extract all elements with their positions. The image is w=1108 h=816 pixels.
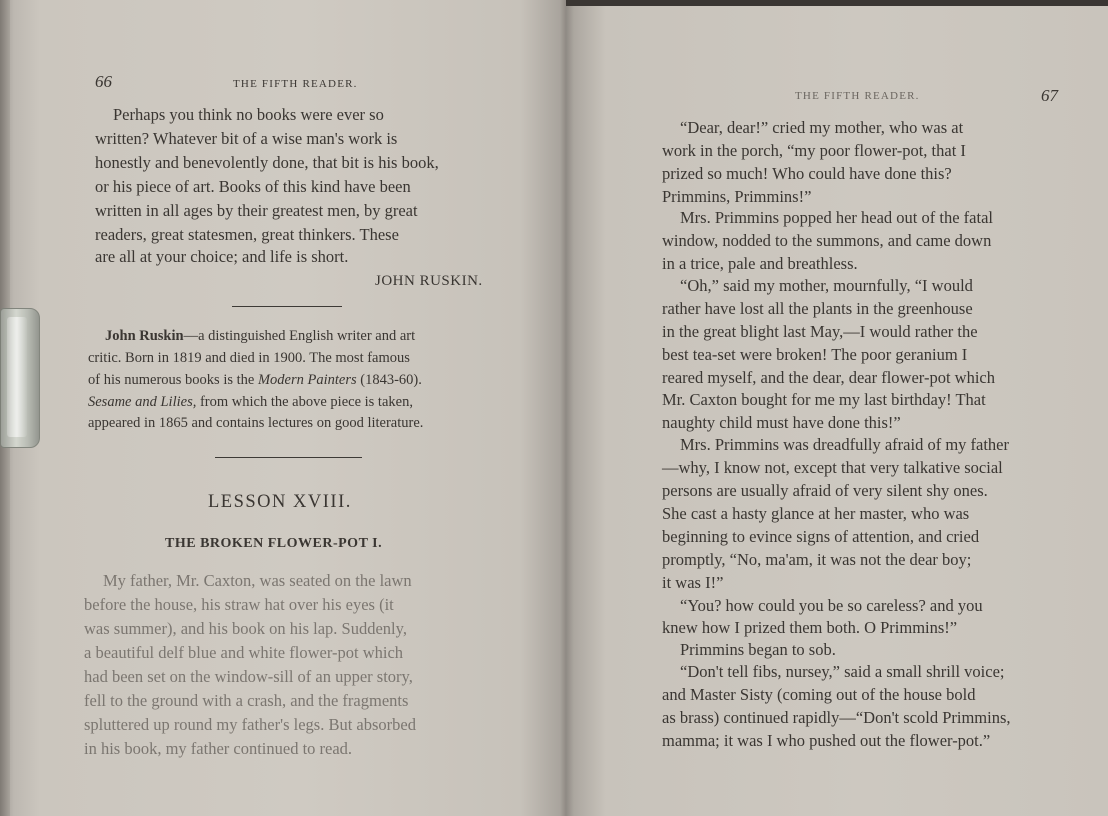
note-text: —a distinguished English writer and art [183, 328, 416, 344]
left-page-number: 66 [95, 72, 112, 91]
paragraph-line: honestly and benevolently done, that bit is his book, [95, 153, 439, 172]
divider [232, 306, 342, 307]
story-line: Primmins, Primmins!” [662, 187, 812, 206]
story-line: My father, Mr. Caxton, was seated on the lawn [103, 571, 412, 590]
note-text: of his numerous books is the [88, 372, 258, 388]
story-line: in the great blight last May,—I would rather the [662, 322, 978, 341]
story-line: Primmins began to sob. [680, 640, 836, 659]
story-line: knew how I prized them both. O Primmins!” [662, 618, 958, 637]
story-line: She cast a hasty glance at her master, who was [662, 504, 970, 523]
paragraph-line: written in all ages by their greatest men, by great [95, 201, 418, 220]
story-line: and Master Sisty (coming out of the house bold [662, 685, 976, 704]
story-line: promptly, “No, ma'am, it was not the dear boy; [662, 550, 972, 569]
note-line [88, 370, 422, 391]
story-line: “Dear, dear!” cried my mother, who was at [680, 118, 964, 137]
story-line: window, nodded to the summons, and came down [662, 231, 992, 250]
story-line: “You? how could you be so careless? and you [680, 596, 983, 615]
story-line: —why, I know not, except that very talkative social [662, 458, 1003, 477]
story-line: was summer), and his book on his lap. Suddenly, [84, 619, 407, 638]
story-line: in a trice, pale and breathless. [662, 254, 858, 273]
story-line: prized so much! Who could have done this? [662, 164, 952, 183]
note-name: John Ruskin [105, 328, 184, 344]
note-line: critic. Born in 1819 and died in 1900. The most famous [88, 350, 410, 366]
lesson-heading: LESSON XVIII. [208, 492, 352, 512]
story-line: had been set on the window-sill of an upper story, [84, 667, 413, 686]
page-top-edge [566, 0, 1108, 6]
story-heading: THE BROKEN FLOWER-POT I. [165, 536, 383, 551]
story-line: rather have lost all the plants in the greenhouse [662, 299, 973, 318]
note-text: (1843-60). [356, 372, 422, 388]
note-text: from which the above piece is taken, [196, 394, 413, 410]
note-line [105, 326, 415, 347]
author-signature: JOHN RUSKIN. [375, 273, 483, 289]
story-line: a beautiful delf blue and white flower-pot which [84, 643, 404, 662]
story-line: Mrs. Primmins was dreadfully afraid of my father [680, 435, 1010, 454]
story-line: Mr. Caxton bought for me my last birthday! That [662, 390, 986, 409]
paragraph-line: or his piece of art. Books of this kind have been [95, 177, 411, 196]
book-title: Modern Painters [257, 372, 357, 388]
story-line: mamma; it was I who pushed out the flower-pot.” [662, 731, 991, 750]
story-line: in his book, my father continued to read. [84, 739, 353, 758]
story-line: “Oh,” said my mother, mournfully, “I would [680, 276, 973, 295]
story-line: fell to the ground with a crash, and the fragments [84, 691, 409, 710]
paragraph-line: are all at your choice; and life is short. [95, 247, 349, 266]
book-title: Sesame and Lilies, [88, 394, 197, 410]
left-running-head: THE FIFTH READER. [233, 78, 358, 90]
note-line [88, 392, 413, 413]
right-running-head: THE FIFTH READER. [795, 90, 920, 102]
right-page-number: 67 [1041, 86, 1058, 105]
story-line: “Don't tell fibs, nursey,” said a small shrill voice; [680, 662, 1005, 681]
paragraph-line: readers, great statesmen, great thinkers. These [95, 225, 399, 244]
page-clip [0, 308, 40, 448]
story-line: as brass) continued rapidly—“Don't scold Primmins, [662, 708, 1011, 727]
story-line: best tea-set were broken! The poor geranium I [662, 345, 968, 364]
note-line: appeared in 1865 and contains lectures on good literature. [88, 415, 424, 431]
story-line: work in the porch, “my poor flower-pot, that I [662, 141, 966, 160]
story-line: Mrs. Primmins popped her head out of the fatal [680, 208, 993, 227]
divider [215, 457, 362, 458]
story-line: before the house, his straw hat over his eyes (it [84, 595, 394, 614]
story-line: reared myself, and the dear, dear flower-pot which [662, 368, 995, 387]
story-line: beginning to evince signs of attention, and cried [662, 527, 980, 546]
story-line: spluttered up round my father's legs. But absorbed [84, 715, 416, 734]
paragraph-line: Perhaps you think no books were ever so [113, 105, 384, 124]
story-line: it was I!” [662, 573, 724, 592]
paragraph-line: written? Whatever bit of a wise man's work is [95, 129, 398, 148]
story-line: naughty child must have done this!” [662, 413, 901, 432]
story-line: persons are usually afraid of very silent shy ones. [662, 481, 988, 500]
